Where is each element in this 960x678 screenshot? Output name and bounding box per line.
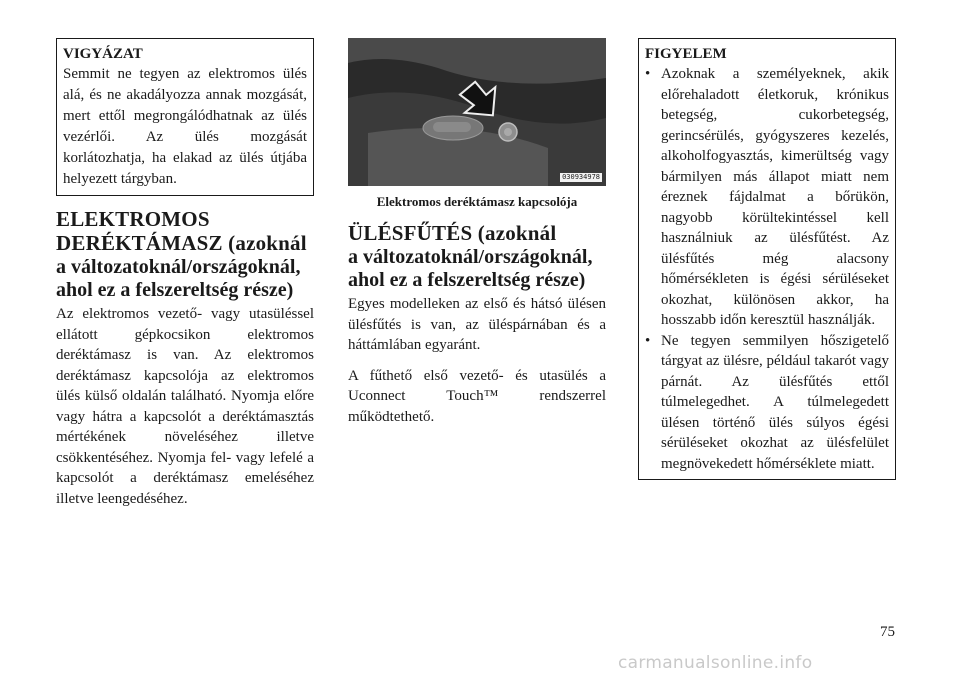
bullet-icon: •: [645, 332, 651, 349]
warning-item: [645, 64, 889, 331]
caution-box: [56, 38, 314, 196]
caution-text: Semmit ne tegyen az elektromos ülés alá, és ne akadályozza annak mozgását, mert ettől megrongálódhatnak az ülés vezérlői. Az ülés mozgását korlátozhatja, ha elakad az ülés útjába helyezett tárgyban.: [63, 66, 307, 187]
lumbar-heading: [56, 208, 314, 302]
lumbar-switch-photo: [348, 38, 606, 186]
figure-code: 030934978: [562, 173, 600, 181]
watermark: carmanualsonline.info: [618, 653, 813, 673]
lumbar-heading-line2: DERÉKTÁMASZ (azoknál: [56, 231, 307, 255]
warning-list: [645, 64, 889, 474]
heated-heading-line3: ahol ez a felszereltség része): [348, 269, 586, 291]
heated-heading: [348, 222, 606, 292]
middle-column: [348, 38, 606, 427]
warning-box: [638, 38, 896, 480]
warning-item-text: Azoknak a személyeknek, akik előrehaladott életkoruk, krónikus betegség, cukorbetegség, gerincsérülés, gyógyszeres kezelés, alkoholfogyasztás, kimerültség vagy bármilyen más állapot miatt nem éreznek fájdalmat a bőrükön, nagyobb körültekintéssel kell használniuk az ülésfűtést. Az ülésfűtés még alacsony hőmérsékleten is égési sérüléseket okozhat, különösen akkor, ha hosszabb időn keresztül használják.: [661, 66, 889, 328]
lumbar-heading-line3: a változatoknál/országoknál,: [56, 256, 301, 278]
lumbar-heading-line1: ELEKTROMOS: [56, 207, 210, 231]
caution-title: VIGYÁZAT: [63, 46, 143, 62]
seat-illustration: [348, 38, 606, 186]
warning-item-text: Ne tegyen semmilyen hőszigetelő tárgyat az ülésre, például takarót vagy párnát. Az ülésfűtés ettől túlmelegedhet. A túlmelegedett ülésen történő ülés súlyos égési sérüléseket okozhat az ülésfelület megnövekedett hőmérséklete miatt.: [661, 332, 889, 472]
figure-caption: Elektromos deréktámasz kapcsolója: [376, 194, 578, 209]
heated-para-2: A fűthető első vezető- és utasülés a Uconnect Touch™ rendszerrel működtethető.: [348, 367, 606, 425]
page-number: 75: [880, 624, 895, 640]
warning-item: [645, 331, 889, 475]
lumbar-body: Az elektromos vezető- vagy utasüléssel ellátott gépkocsikon elektromos deréktámasz is van. Az elektromos deréktámasz kapcsolója az elektromos ülés külső oldalán található. Nyomja előre vagy hátra a kapcsolót a deréktámasztás mértékének növeléséhez illetve csökkentéséhez. Nyomja fel- vagy lefelé a kapcsolót a deréktámasz emeléséhez illetve leengedéséhez.: [56, 306, 314, 507]
bullet-icon: •: [645, 66, 651, 82]
lumbar-heading-line4: ahol ez a felszereltség része): [56, 279, 294, 301]
left-column: [56, 38, 314, 509]
right-column: [638, 38, 896, 480]
warning-title: FIGYELEM: [645, 46, 727, 62]
heated-heading-line1: ÜLÉSFŰTÉS (azoknál: [348, 221, 557, 245]
heated-para-1: Egyes modelleken az első és hátsó ülésen ülésfűtés is van, az üléspárnában és a háttámlában egyaránt.: [348, 296, 606, 353]
heated-heading-line2: a változatoknál/országoknál,: [348, 246, 593, 268]
